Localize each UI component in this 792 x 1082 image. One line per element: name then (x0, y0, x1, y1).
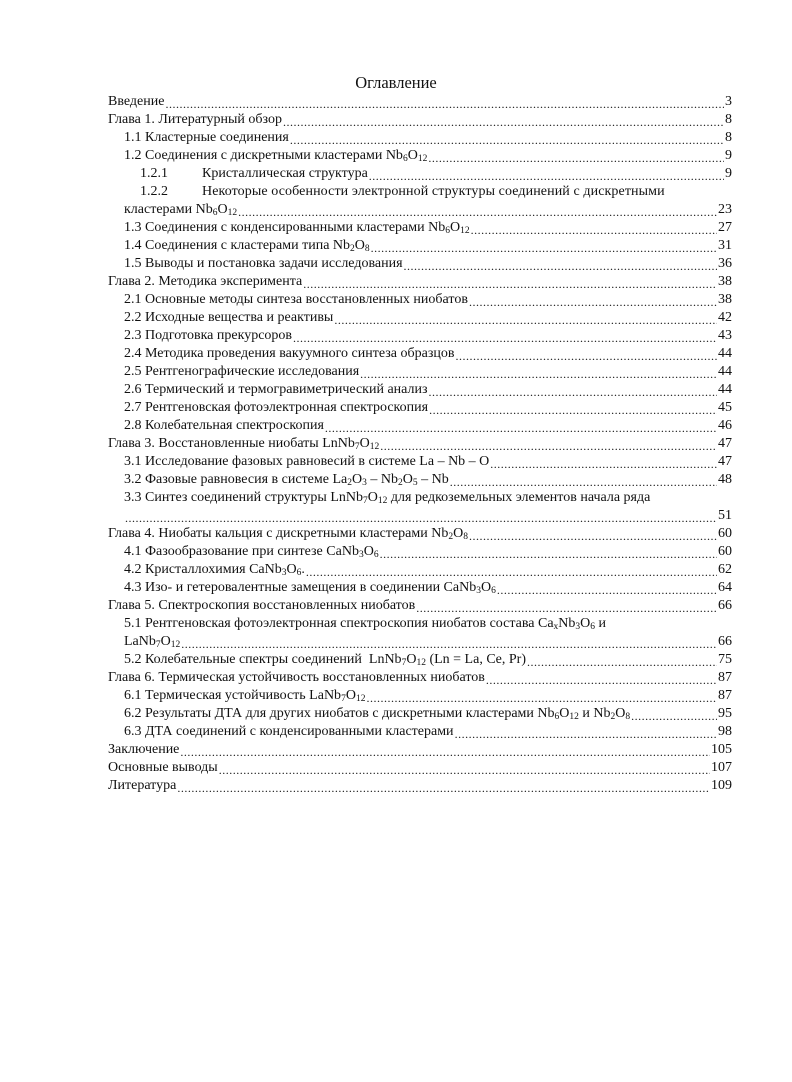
toc-entry-line1[interactable]: 5.1 Рентгеновская фотоэлектронная спектроскопия ниобатов состава $Ca_xNb_3O_6$ и (124, 616, 607, 632)
toc-entry[interactable] (108, 435, 732, 453)
entry-label: Глава 3. Восстановленные ниобаты $LnNb_7O_{12}$ (108, 436, 380, 452)
entry-label: 2.3 Подготовка прекурсоров (124, 328, 293, 343)
entry-label: 2.6 Термический и термогравиметрический анализ (124, 382, 428, 397)
page-number: 38 (718, 274, 732, 289)
page-number: 48 (718, 472, 732, 487)
entry-label: Введение (108, 94, 165, 109)
entry-label: 4.2 Кристаллохимия $CaNb_3O_6$. (124, 562, 305, 578)
toc-entry[interactable] (124, 507, 732, 525)
entry-label: 1.3 Соединения с конденсированными кластерами $Nb_6O_{12}$ (124, 220, 470, 236)
page-number: 46 (718, 418, 732, 433)
toc-entry[interactable] (124, 723, 732, 741)
page-number: 31 (718, 238, 732, 253)
toc-entry[interactable] (124, 471, 732, 489)
page-number: 98 (718, 724, 732, 739)
toc-entry[interactable] (108, 111, 732, 129)
entry-label: кластерами $Nb_6O_{12}$ (124, 202, 238, 218)
toc-entry[interactable] (124, 633, 732, 651)
toc-entry[interactable] (124, 543, 732, 561)
toc-entry[interactable] (124, 705, 732, 723)
toc-entry[interactable] (124, 129, 732, 147)
entry-label: 4.1 Фазообразование при синтезе $CaNb_3O_6$ (124, 544, 379, 560)
toc-entry[interactable] (124, 363, 732, 381)
page-number: 64 (718, 580, 732, 595)
entry-label: 3.2 Фазовые равновесия в системе $La_2O_3 - Nb_2O_5$ – Nb (124, 472, 449, 488)
page-number: 66 (718, 634, 732, 649)
page-number: 62 (718, 562, 732, 577)
page-number: 3 (725, 94, 732, 109)
toc-entry[interactable] (124, 381, 732, 399)
entry-label: Литература (108, 778, 177, 793)
entry-label: 6.2 Результаты ДТА для других ниобатов с дискретными кластерами $Nb_6O_{12}$ и $Nb_2O_8$ (124, 706, 631, 722)
toc-entry[interactable] (108, 777, 732, 795)
toc-entry[interactable] (124, 399, 732, 417)
entry-label: Глава 6. Термическая устойчивость восстановленных ниобатов (108, 670, 485, 685)
entry-label: 1.2.1 Кристаллическая структура (140, 166, 368, 181)
toc-entry[interactable] (124, 237, 732, 255)
page-number: 44 (718, 364, 732, 379)
entry-label: Глава 1. Литературный обзор (108, 112, 282, 127)
entry-label: 1.2 Соединения с дискретными кластерами $Nb_6O_{12}$ (124, 148, 428, 164)
entry-label: Глава 4. Ниобаты кальция с дискретными кластерами $Nb_2O_8$ (108, 526, 468, 542)
toc-entry[interactable] (124, 255, 732, 273)
entry-label: Заключение (108, 742, 180, 757)
page-number: 9 (725, 148, 732, 163)
entry-label: 2.7 Рентгеновская фотоэлектронная спектроскопия (124, 400, 429, 415)
page-number: 9 (725, 166, 732, 181)
toc-entry[interactable] (124, 309, 732, 327)
entry-label: 1.4 Соединения с кластерами типа $Nb_2O_8$ (124, 238, 370, 254)
toc-entry[interactable] (140, 165, 732, 183)
page-number: 27 (718, 220, 732, 235)
toc-entry[interactable] (124, 345, 732, 363)
entry-label: Глава 5. Спектроскопия восстановленных ниобатов (108, 598, 416, 613)
entry-label: 2.1 Основные методы синтеза восстановленных ниобатов (124, 292, 468, 307)
page-number: 45 (718, 400, 732, 415)
page-number: 51 (718, 508, 732, 523)
page-number: 107 (711, 760, 732, 775)
page-number: 47 (718, 454, 732, 469)
toc-entry[interactable] (124, 327, 732, 345)
page-number: 95 (718, 706, 732, 721)
toc-entry[interactable] (124, 417, 732, 435)
toc-entry[interactable] (108, 759, 732, 777)
page-number: 109 (711, 778, 732, 793)
page-number: 43 (718, 328, 732, 343)
page-number: 87 (718, 670, 732, 685)
page-number: 105 (711, 742, 732, 757)
toc-entry[interactable] (124, 687, 732, 705)
toc-entry[interactable] (124, 651, 732, 669)
page-number: 8 (725, 112, 732, 127)
page-number: 23 (718, 202, 732, 217)
toc-entry[interactable] (124, 219, 732, 237)
page-number: 42 (718, 310, 732, 325)
page-number: 8 (725, 130, 732, 145)
page-number: 87 (718, 688, 732, 703)
entry-label: 2.2 Исходные вещества и реактивы (124, 310, 334, 325)
page-number: 44 (718, 382, 732, 397)
toc-entry-line1[interactable]: 3.3 Синтез соединений структуры $LnNb_7O_{12}$ для редкоземельных элементов начала ряда (124, 490, 651, 506)
page-number: 36 (718, 256, 732, 271)
page-number: 44 (718, 346, 732, 361)
page-number: 60 (718, 544, 732, 559)
entry-label: 2.5 Рентгенографические исследования (124, 364, 360, 379)
entry-label: 6.3 ДТА соединений с конденсированными кластерами (124, 724, 454, 739)
toc-entry[interactable] (108, 273, 732, 291)
toc-entry[interactable] (108, 525, 732, 543)
entry-label: 3.1 Исследование фазовых равновесий в системе La – Nb – O (124, 454, 490, 469)
toc-entry[interactable] (124, 291, 732, 309)
entry-label: 6.1 Термическая устойчивость $LaNb_7O_{12}$ (124, 688, 366, 704)
toc-entry[interactable] (124, 561, 732, 579)
page-number: 47 (718, 436, 732, 451)
toc-entry[interactable] (124, 579, 732, 597)
toc-entry[interactable] (108, 597, 732, 615)
page-number: 75 (718, 652, 732, 667)
entry-label: Основные выводы (108, 760, 218, 775)
toc-entry[interactable] (124, 453, 732, 471)
toc-title: Оглавление (355, 73, 437, 92)
entry-label: 2.4 Методика проведения вакуумного синтеза образцов (124, 346, 455, 361)
toc-entry[interactable] (108, 669, 732, 687)
entry-label: 1.5 Выводы и постановка задачи исследования (124, 256, 403, 271)
page-number: 66 (718, 598, 732, 613)
toc-entry[interactable] (124, 147, 732, 165)
page-number: 38 (718, 292, 732, 307)
toc-entry[interactable] (124, 201, 732, 219)
entry-label: $LaNb_7O_{12}$ (124, 634, 181, 650)
entry-label: 4.3 Изо- и гетеровалентные замещения в соединении $CaNb_3O_6$ (124, 580, 496, 596)
entry-label: 2.8 Колебательная спектроскопия (124, 418, 324, 433)
page-number: 60 (718, 526, 732, 541)
entry-label: Глава 2. Методика эксперимента (108, 274, 303, 289)
toc-entry-line1[interactable]: 1.2.2 Некоторые особенности электронной структуры соединений с дискретными (140, 184, 665, 199)
entry-label: 5.2 Колебательные спектры соединений $LnNb_7O_{12}$ (Ln = La, Ce, Pr) (124, 652, 526, 668)
toc-entry[interactable] (108, 93, 732, 111)
toc-entry[interactable] (108, 741, 732, 759)
entry-label: 1.1 Кластерные соединения (124, 130, 289, 145)
